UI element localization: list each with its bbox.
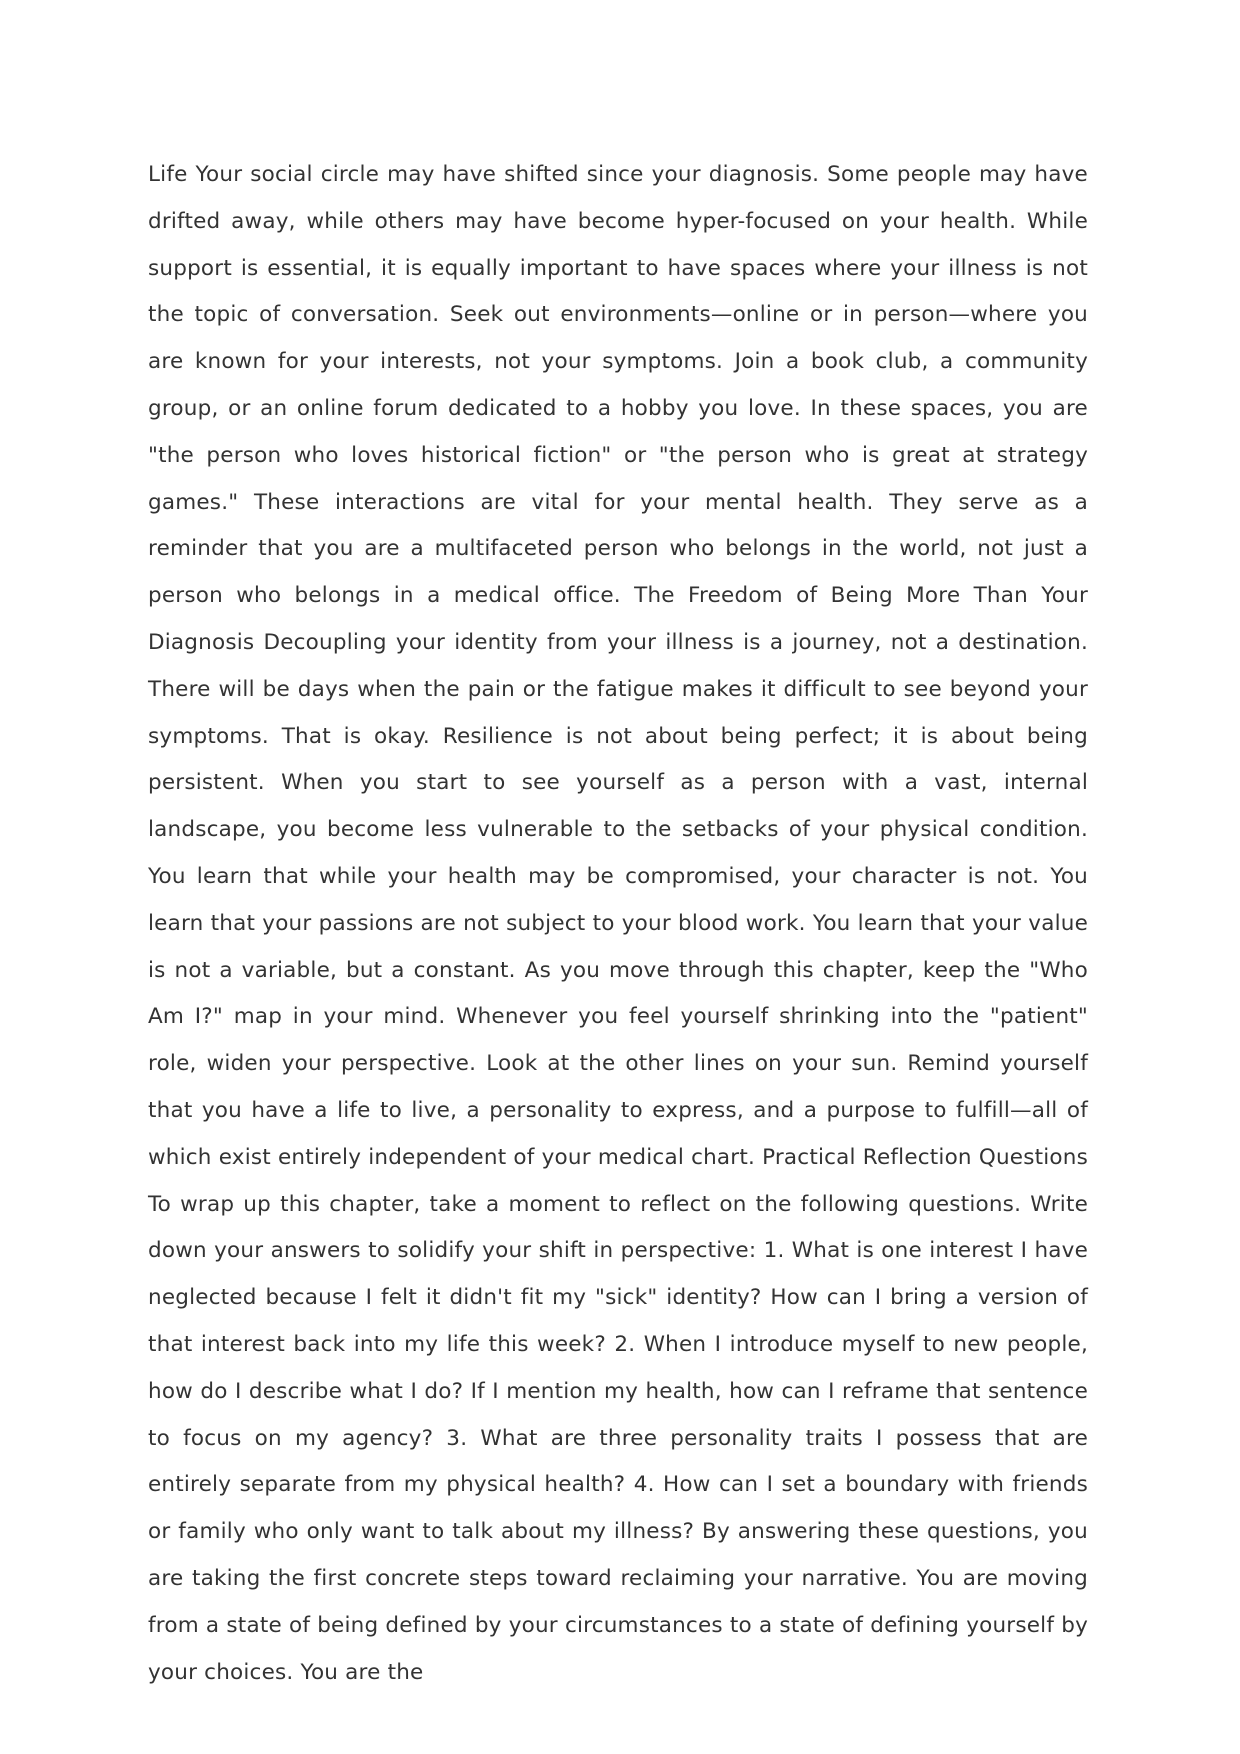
body-text-block: [148, 152, 1088, 1696]
body-paragraph: Life Your social circle may have shifted since your diagnosis. Some people may have drifted away, while others may have become hyper-focused on your health. While support is essential, it is equally important to have spaces where your illness is not the topic of conversation. Seek out environments—online or in person—where you are known for your interests, not your symptoms. Join a book club, a community group, or an online forum dedicated to a hobby you love. In these spaces, you are "the person who loves historical fiction" or "the person who is great at strategy games." These interactions are vital for your mental health. They serve as a reminder that you are a multifaceted person who belongs in the world, not just a person who belongs in a medical office. The Freedom of Being More Than Your Diagnosis Decoupling your identity from your illness is a journey, not a destination. There will be days when the pain or the fatigue makes it difficult to see beyond your symptoms. That is okay. Resilience is not about being perfect; it is about being persistent. When you start to see yourself as a person with a vast, internal landscape, you become less vulnerable to the setbacks of your physical condition. You learn that while your health may be compromised, your character is not. You learn that your passions are not subject to your blood work. You learn that your value is not a variable, but a constant. As you move through this chapter, keep the "Who Am I?" map in your mind. Whenever you feel yourself shrinking into the "patient" role, widen your perspective. Look at the other lines on your sun. Remind yourself that you have a life to live, a personality to express, and a purpose to fulfill—all of which exist entirely independent of your medical chart. Practical Reflection Questions To wrap up this chapter, take a moment to reflect on the following questions. Write down your answers to solidify your shift in perspective: 1. What is one interest I have neglected because I felt it didn't fit my "sick" identity? How can I bring a version of that interest back into my life this week? 2. When I introduce myself to new people, how do I describe what I do? If I mention my health, how can I reframe that sentence to focus on my agency? 3. What are three personality traits I possess that are entirely separate from my physical health? 4. How can I set a boundary with friends or family who only want to talk about my illness? By answering these questions, you are taking the first concrete steps toward reclaiming your narrative. You are moving from a state of being defined by your circumstances to a state of defining yourself by your choices. You are the: [148, 162, 1088, 1685]
